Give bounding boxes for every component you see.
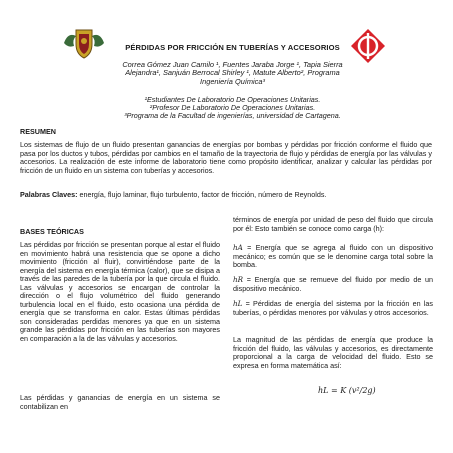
hl-text: = Pérdidas de energía del sistema por la fricción en las tuberías, o pérdidas menores por válvulas y otros accesorios. [233,299,433,317]
theory-paragraph-2: Las pérdidas y ganancias de energía en un sistema se contabilizan en [20,393,220,411]
affiliations [100,96,365,119]
affiliation-3: ³Programa de la Facultad de ingenierías, universidad de Cartagena. [124,110,341,120]
abstract-heading: RESUMEN [20,127,56,136]
faculty-logo [350,28,386,64]
university-crest-logo [62,26,106,60]
hl-symbol: hL [233,299,243,308]
author-list: Correa Gómez Juan Camilo ¹, Fuentes Jaraba Jorge ¹, Tapia Sierra Alejandra¹, Sanjuán Berrocal Shirley ¹, Matute Alberto², Programa Ingeniería Química³ [122,60,343,86]
hr-symbol: hR [233,275,244,284]
ha-text: = Energía que se agrega al fluido con un dispositivo mecánico; es común que se le denomine carga total sobre la bomba. [233,243,433,269]
right-paragraph-2: La magnitud de las pérdidas de energía que produce la fricción del fluido, las válvulas y accesorios, es directamente proporcional a la carga de velocidad del fluido. Esto se expresa en forma matemática así: [233,335,433,370]
theory-heading: BASES TEÓRICAS [20,227,84,236]
theory-paragraph-1: Las pérdidas por fricción se presentan porque al estar el fluido en movimiento habrá una resistencia que se opone a dicho movimiento (fricción al fluir), convirtiéndose parte de la energía del sistema en energía térmica (calor), que se disipa a través de las paredes de la tubería por la que circula el fluido. Las válvulas y accesorios se encargan de controlar la dirección o el flujo volumétrico del fluido generando turbulencia local en el fluido, esto ocasiona una pérdida de energía que se transforma en calor. Estas últimas pérdidas son consideradas perdidas menores ya que en un sistema grande las pérdidas por fricción en las tuberías son mayores en comparación a la de las válvulas y accesorios. [20,240,220,343]
keywords-label: Palabras Claves: [20,190,78,199]
hl-definition [233,300,433,317]
paper-title: PÉRDIDAS POR FRICCIÓN EN TUBERÍAS Y ACCESORIOS [125,43,340,52]
affiliation-2: ²Profesor De Laboratorio De Operaciones Unitarias. [149,102,316,112]
affiliation-1: ¹Estudiantes De Laboratorio De Operaciones Unitarias. [144,95,321,104]
keywords-paragraph [20,191,432,200]
abstract-body: Los sistemas de flujo de un fluido presentan ganancias de energías por bombas y pérdidas por fricción conforme el fluido que pasa por los ductos y tubos, pérdidas por cambios en el tamaño de la trayectoria de flujo y pérdidas de energía por las válvulas y accesorios. La realización de este informe de laboratorio tiene como propósito identificar, analizar y calcular las pérdidas por fricción de un fluido en un sistema con tuberías y accesorios. [20,140,432,175]
ha-symbol: hA [233,243,243,252]
head-loss-formula: hL = K (v²/2g) [318,386,376,395]
hr-text: = Energía que se remueve del fluido por medio de un dispositivo mecánico. [233,275,433,293]
keywords-text: energía, flujo laminar, flujo turbulento, factor de fricción, número de Reynolds. [77,190,327,199]
hr-definition [233,276,433,293]
ha-definition [233,244,433,270]
right-paragraph-1: términos de energía por unidad de peso del fluido que circula por él: Esto también se conoce como carga (h): [233,215,433,233]
